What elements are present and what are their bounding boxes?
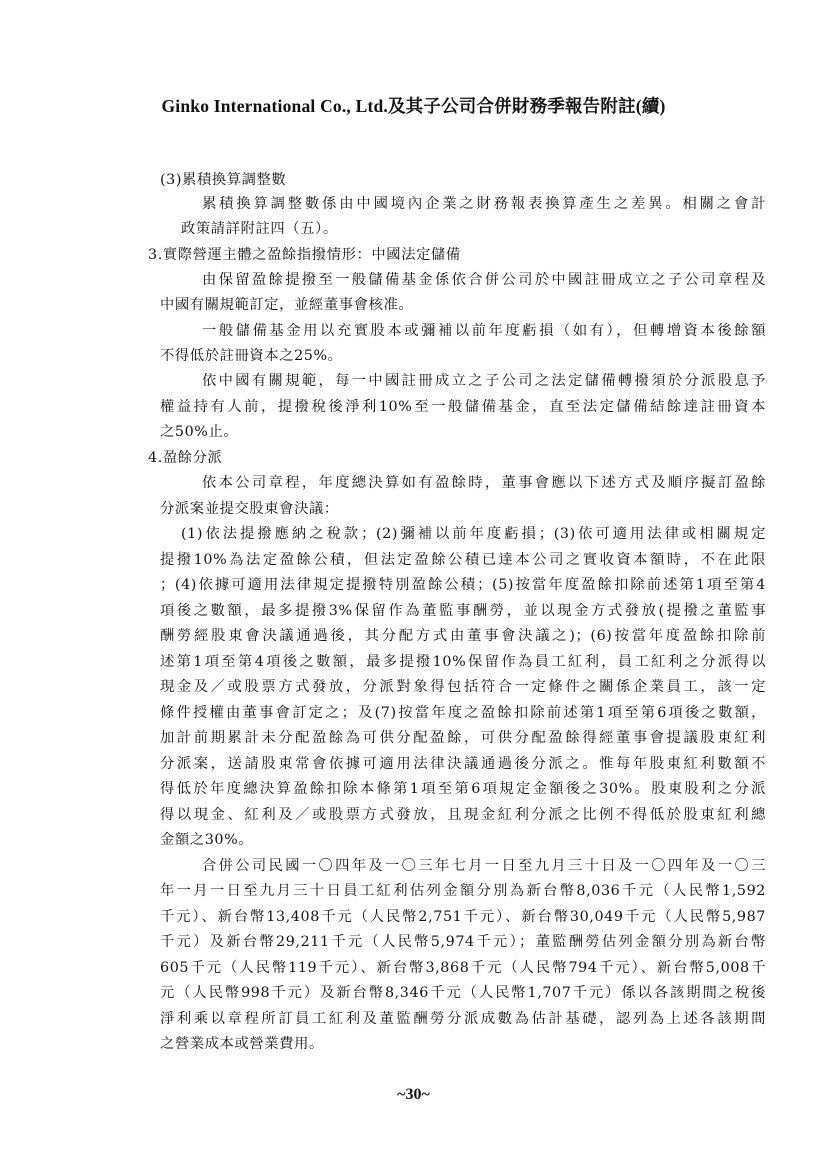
paragraph-line: 累積換算調整數係由中國境內企業之財務報表換算產生之差異。相關之會計: [202, 196, 766, 212]
paragraph-line: 之營業成本或營業費用。: [160, 1036, 324, 1052]
paragraph-line: 元（人民幣998千元）及新台幣8,346千元（人民幣1,707千元）係以各該期間之稅後: [160, 985, 766, 1001]
paragraph-line: 金額之30%。: [160, 832, 254, 848]
paragraph-line: 得低於年度總決算盈餘扣除本條第1項至第6項規定金額後之30%。股東股利之分派: [160, 781, 766, 797]
paragraph-line: 條件授權由董事會訂定之；及(7)按當年度之盈餘扣除前述第1項至第6項後之數額，: [160, 705, 766, 721]
paragraph-line: 提撥10%為法定盈餘公積，但法定盈餘公積已達本公司之實收資本額時，不在此限: [160, 552, 766, 568]
paragraph-line: 千元）、新台幣13,408千元（人民幣2,751千元）、新台幣30,049千元（人民幣5,987: [160, 909, 766, 925]
paragraph-line: 年一月一日至九月三十日員工紅利估列金額分別為新台幣8,036千元（人民幣1,592: [160, 883, 766, 899]
paragraph-line: 依本公司章程，年度總決算如有盈餘時，董事會應以下述方式及順序擬訂盈餘: [202, 475, 766, 491]
section-heading-earnings-distribution: 4.盈餘分派: [148, 450, 223, 466]
section-heading-earnings-appropriation: 3.實際營運主體之盈餘指撥情形：中國法定儲備: [148, 247, 461, 263]
paragraph-line: 由保留盈餘提撥至一般儲備基金係依合併公司於中國註冊成立之子公司章程及: [202, 272, 766, 288]
paragraph-line: 現金及／或股票方式發放，分派對象得包括符合一定條件之關係企業員工，該一定: [160, 679, 766, 695]
paragraph-line: 之50%止。: [160, 424, 239, 440]
paragraph-line: 酬勞經股東會決議通過後，其分配方式由董事會決議之)；(6)按當年度盈餘扣除前: [160, 628, 766, 644]
paragraph-line: 述第1項至第4項後之數額，最多提撥10%保留作為員工紅利，員工紅利之分派得以: [160, 654, 766, 670]
paragraph-line: (1)依法提撥應納之稅款；(2)彌補以前年度虧損；(3)依可適用法律或相關規定: [181, 526, 766, 542]
paragraph-line: 權益持有人前，提撥稅後淨利10%至一般儲備基金，直至法定儲備結餘達註冊資本: [160, 399, 766, 415]
paragraph-line: 加計前期累計未分配盈餘為可供分配盈餘，可供分配盈餘得經董事會提議股東紅利: [160, 730, 766, 746]
paragraph-line: 分派案並提交股東會決議：: [160, 501, 339, 517]
subsection-heading-cumulative-translation: (3)累積換算調整數: [160, 172, 287, 188]
paragraph-line: 千元）及新台幣29,211千元（人民幣5,974千元）；董監酬勞估列金額分別為新台幣: [160, 934, 766, 950]
paragraph-line: 依中國有關規範，每一中國註冊成立之子公司之法定儲備轉撥須於分派股息予: [202, 373, 766, 389]
page-header-title: Ginko International Co., Ltd.及其子公司合併財務季報告附註(續): [161, 96, 666, 116]
page-number: ~30~: [397, 1086, 430, 1103]
paragraph-line: 分派案，送請股東常會依據可適用法律決議通過後分派之。惟每年股東紅利數額不: [160, 756, 766, 772]
paragraph-line: 605千元（人民幣119千元）、新台幣3,868千元（人民幣794千元）、新台幣5,008千: [160, 960, 766, 976]
paragraph-line: 項後之數額，最多提撥3%保留作為董監事酬勞，並以現金方式發放(提撥之董監事: [160, 603, 766, 619]
paragraph-line: 得以現金、紅利及／或股票方式發放，且現金紅利分派之比例不得低於股東紅利總: [160, 807, 766, 823]
paragraph-line: 中國有關規範訂定，並經董事會核准。: [160, 297, 414, 313]
paragraph-line: ；(4)依據可適用法律規定提撥特別盈餘公積；(5)按當年度盈餘扣除前述第1項至第4: [160, 577, 766, 593]
paragraph-line: 不得低於註冊資本之25%。: [160, 348, 343, 364]
paragraph-line: 合併公司民國一〇四年及一〇三年七月一日至九月三十日及一〇四年及一〇三: [202, 858, 766, 874]
paragraph-line: 淨利乘以章程所訂員工紅利及董監酬勞分派成數為估計基礎，認列為上述各該期間: [160, 1011, 766, 1027]
paragraph-line: 一般儲備基金用以充實股本或彌補以前年度虧損（如有），但轉增資本後餘額: [202, 323, 766, 339]
paragraph-line: 政策請詳附註四（五）。: [181, 221, 338, 237]
